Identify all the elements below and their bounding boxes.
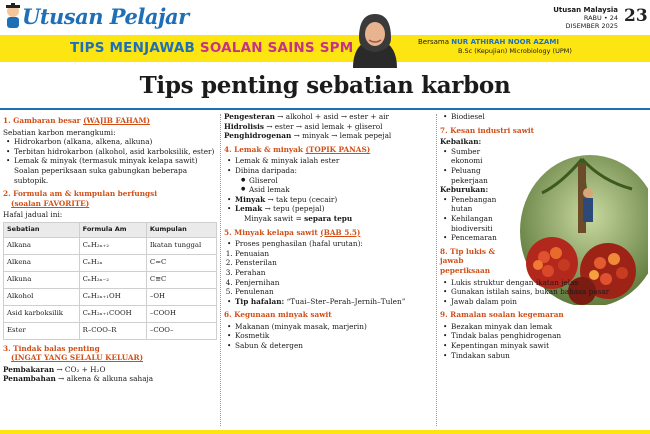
page-number: 23 — [624, 6, 648, 26]
reaction-text: → alkohol + asid → ester + air — [274, 112, 389, 121]
column-divider — [220, 114, 221, 426]
band-title-right: SOALAN SAINS SPM — [199, 40, 354, 56]
list-item: • Lukis struktur dengan ikatan jelas — [451, 278, 647, 288]
process-step: 2. Pensterilan — [235, 258, 434, 268]
reaction-label: Pengesteran — [224, 112, 275, 121]
section-5-heading — [224, 228, 434, 238]
list-item: • Makanan (minyak masak, marjerin) — [235, 322, 434, 332]
table-cell: –COOH — [146, 305, 216, 322]
table-cell: –OH — [146, 288, 216, 305]
sub-list-item: ● Asid lemak — [249, 185, 434, 195]
author-portrait — [345, 8, 405, 68]
section-9-heading: 9. Ramalan soalan kegemaran — [440, 310, 564, 320]
column-divider — [436, 114, 437, 426]
process-step: 1. Penuaian — [235, 249, 434, 259]
list-item: • Pencemaran — [451, 233, 513, 243]
section-4-heading — [224, 145, 434, 155]
list-item: • Proses penghasilan (hafal urutan): — [235, 239, 434, 249]
formula-table — [3, 222, 217, 340]
reaction-text: → ester → asid lemak + gliserol — [264, 121, 383, 131]
table-cell: Ikatan tunggal — [146, 237, 216, 254]
column-3 — [440, 112, 647, 360]
section-6-list — [224, 322, 434, 351]
reaction-label: Pembakaran — [3, 364, 55, 374]
section-6-continued — [440, 112, 647, 122]
table-cell: C=C — [146, 254, 216, 271]
reaction-label: Penambahan — [3, 374, 56, 384]
topic-band-title — [70, 40, 353, 56]
section-2-intro: Hafal jadual ini: — [3, 210, 63, 220]
item-text: → tak tepu (cecair) — [265, 194, 338, 204]
list-item: • Biodiesel — [451, 112, 647, 122]
list-item: • Kosmetik — [235, 331, 434, 341]
heading-note: (TOPIK PANAS) — [305, 144, 371, 154]
table-cell: Ester — [4, 322, 80, 339]
list-item: • Terbitan hidrokarbon (alkohol, asid karboksilik, ester) — [14, 147, 218, 157]
footer-band — [0, 430, 650, 434]
table-header: Formula Am — [79, 222, 146, 237]
band-title-left: TIPS MENJAWAB — [70, 40, 200, 56]
list-item: • Jawab dalam poin — [451, 297, 647, 307]
list-item: • Tindakan sabun — [451, 351, 647, 361]
table-cell: CₙH₂ₙ₊₂ — [79, 237, 146, 254]
heading-note: (WAJIB FAHAM) — [83, 116, 150, 125]
table-header-row — [4, 222, 217, 237]
table-row — [4, 288, 217, 305]
reaction-line — [3, 365, 218, 375]
table-cell: Alkena — [4, 254, 80, 271]
heading-note: (soalan FAVORITE) — [11, 198, 90, 208]
author-name: NUR ATHIRAH NOOR AZAMI — [451, 38, 559, 46]
list-item: • Sumber ekonomi — [451, 147, 513, 166]
list-item: • Tindak balas penghidrogenan — [451, 331, 647, 341]
table-cell: CₙH₂ₙ — [79, 254, 146, 271]
section-5-tip — [224, 297, 434, 307]
table-cell: R–COO–R — [79, 322, 146, 339]
section-1-note: Soalan peperiksaan suka gabungkan beberapa subtopik. — [14, 165, 188, 185]
section-1-intro: Sebatian karbon merangkumi: — [3, 127, 116, 137]
section-2-heading — [3, 189, 218, 208]
table-cell: Alkana — [4, 237, 80, 254]
list-item: • Bezakan minyak dan lemak — [451, 322, 647, 332]
reaction-text: → alkena & alkuna sahaja — [55, 374, 154, 384]
tip-text: “Tuai–Ster–Perah–Jernih–Tulen” — [284, 296, 406, 306]
section-4-list — [224, 156, 434, 214]
list-item: • Kehilangan biodiversiti — [451, 214, 513, 233]
list-item: • Sabun & detergen — [235, 341, 434, 351]
column-1 — [3, 112, 218, 384]
table-cell: Alkuna — [4, 271, 80, 288]
item-label: Lemak — [235, 204, 263, 214]
process-step: 3. Perahan — [235, 268, 434, 278]
column-2 — [224, 112, 434, 351]
bersama-label: Bersama — [418, 38, 452, 46]
section-1-heading — [3, 116, 218, 126]
item-label: Minyak — [235, 194, 266, 204]
section-8-heading: 8. Tip lukis & jawab peperiksaan — [440, 246, 496, 275]
heading-text: 5. Minyak kelapa sawit — [224, 227, 321, 237]
list-item: • Dibina daripada: — [235, 166, 434, 176]
table-cell: Asid karboksilik — [4, 305, 80, 322]
reaction-line — [224, 112, 434, 122]
heading-text: 2. Formula am & kumpulan berfungsi — [3, 189, 157, 199]
publication-date: RABU • 24 DISEMBER 2025 — [565, 14, 618, 30]
item-text: → tepu (pepejal) — [262, 204, 325, 214]
section-6-heading: 6. Kegunaan minyak sawit — [224, 310, 332, 320]
table-cell: –COO– — [146, 322, 216, 339]
process-step: 4. Penjernihan — [235, 278, 434, 288]
cons-list — [440, 195, 513, 243]
list-item — [235, 297, 434, 307]
table-cell: CₙH₂ₙ₊₁COOH — [79, 305, 146, 322]
tip-label: Tip hafalan: — [235, 296, 285, 306]
list-item — [235, 195, 434, 205]
table-row — [4, 254, 217, 271]
section-4-note — [224, 214, 434, 224]
reaction-line — [224, 131, 434, 141]
heading-text: 4. Lemak & minyak — [224, 144, 306, 154]
note-emphasis: separa tepu — [304, 213, 353, 223]
heading-text: 1. Gambaran besar — [3, 116, 84, 125]
table-header: Kumpulan — [146, 222, 216, 237]
process-step: 5. Penulenan — [235, 287, 434, 297]
list-item: • Kepentingan minyak sawit — [451, 341, 647, 351]
pros-list — [440, 147, 513, 185]
publication-info — [550, 6, 618, 30]
list-item — [235, 204, 434, 214]
table-row — [4, 237, 217, 254]
brand-logo: Utusan Pelajar — [22, 4, 189, 29]
heading-note: (BAB 5.5) — [320, 227, 361, 237]
pros-label: Kebaikan: — [440, 137, 482, 147]
heading-text: 3. Tindak balas penting — [3, 343, 100, 353]
list-item: • Penebangan hutan — [451, 195, 513, 214]
table-cell: CₙH₂ₙ₊₁OH — [79, 288, 146, 305]
author-byline — [418, 38, 572, 56]
author-credential: B.Sc (Kepujian) Microbiology (UPM) — [458, 47, 572, 55]
table-cell: C≡C — [146, 271, 216, 288]
reaction-text: → minyak → lemak pepejal — [291, 131, 392, 141]
list-item: • Gunakan istilah sains, bukan bahasa pasar — [451, 287, 647, 297]
section-9-list — [440, 322, 647, 360]
reaction-line — [224, 122, 434, 132]
cons-label: Keburukan: — [440, 185, 489, 195]
table-row — [4, 305, 217, 322]
publication-name: Utusan Malaysia — [553, 6, 618, 14]
note-text: Minyak sawit = — [244, 213, 305, 223]
table-row — [4, 271, 217, 288]
reaction-label: Hidrolisis — [224, 121, 265, 131]
title-rule — [0, 108, 650, 110]
table-cell: CₙH₂ₙ₋₂ — [79, 271, 146, 288]
table-header: Sebatian — [4, 222, 80, 237]
article-title: Tips penting sebatian karbon — [139, 72, 511, 99]
reaction-label: Penghidrogenan — [224, 131, 292, 141]
list-item: • Hidrokarbon (alkana, alkena, alkuna) — [14, 137, 218, 147]
section-8-list — [440, 278, 647, 307]
sub-list-item: ● Gliserol — [249, 176, 434, 186]
process-steps — [224, 249, 434, 297]
table-row — [4, 322, 217, 339]
reaction-text: → CO₂ + H₂O — [54, 364, 106, 374]
list-item: • Lemak & minyak (termasuk minyak kelapa sawit) — [14, 156, 218, 166]
section-1-list — [3, 137, 218, 166]
heading-note: (INGAT YANG SELALU KELUAR) — [11, 353, 144, 363]
list-item: • Peluang pekerjaan — [451, 166, 513, 185]
section-5-intro-list — [224, 239, 434, 249]
reaction-line — [3, 374, 218, 384]
section-3-heading — [3, 344, 218, 363]
section-7-heading: 7. Kesan industri sawit — [440, 125, 535, 135]
mascot-icon — [3, 3, 23, 29]
list-item: • Lemak & minyak ialah ester — [235, 156, 434, 166]
table-cell: Alkohol — [4, 288, 80, 305]
